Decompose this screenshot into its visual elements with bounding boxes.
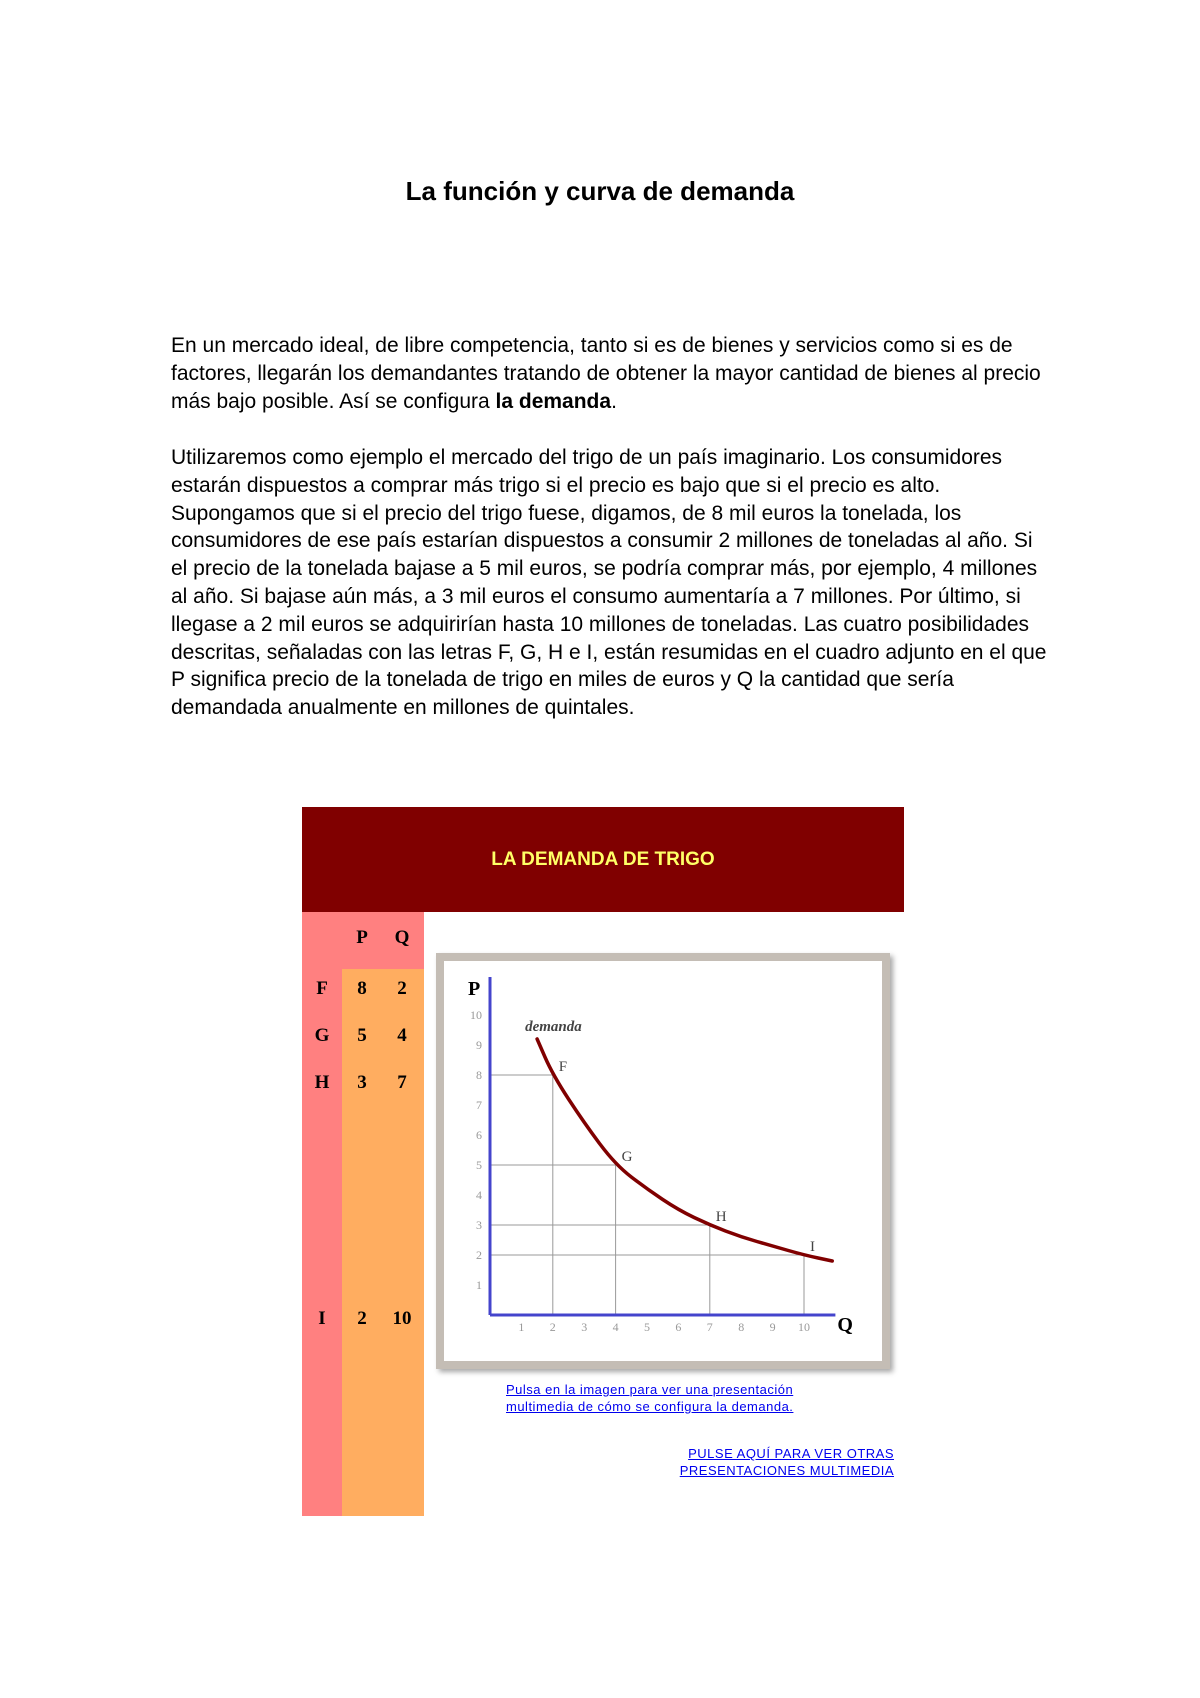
page-title: La función y curva de demanda bbox=[405, 176, 795, 206]
demand-curve bbox=[537, 1039, 832, 1261]
row-p: 3 bbox=[357, 1072, 367, 1093]
series-label: demanda bbox=[525, 1019, 582, 1035]
other-presentations-link[interactable]: PULSE AQUÍ PARA VER OTRAS PRESENTACIONES MULTIMEDIA bbox=[679, 1446, 894, 1478]
row-q: 7 bbox=[397, 1072, 407, 1093]
y-tick-label: 5 bbox=[476, 1158, 482, 1172]
y-tick-label: 9 bbox=[476, 1038, 482, 1052]
x-tick-label: 2 bbox=[549, 1320, 556, 1334]
header-q: Q bbox=[394, 927, 410, 948]
y-tick-label: 7 bbox=[476, 1098, 482, 1112]
y-tick-label: 10 bbox=[470, 1008, 482, 1022]
y-tick-label: 2 bbox=[476, 1248, 482, 1262]
intro-paragraph bbox=[171, 332, 1051, 415]
point-label: I bbox=[810, 1239, 815, 1255]
x-axis-label: Q bbox=[837, 1314, 853, 1336]
header-p: P bbox=[356, 927, 368, 948]
label-column bbox=[302, 912, 342, 1516]
x-tick-label: 7 bbox=[706, 1320, 713, 1334]
row-label: I bbox=[318, 1308, 326, 1329]
y-tick-label: 8 bbox=[476, 1068, 482, 1082]
row-label: H bbox=[314, 1072, 330, 1093]
y-tick-label: 1 bbox=[476, 1278, 482, 1292]
value-column bbox=[342, 969, 424, 1516]
x-tick-label: 8 bbox=[738, 1320, 745, 1334]
row-label: G bbox=[314, 1025, 330, 1046]
row-p: 5 bbox=[357, 1025, 367, 1046]
presentation-link[interactable]: Pulsa en la imagen para ver una presentación multimedia de cómo se configura la demanda. bbox=[506, 1382, 794, 1414]
x-tick-label: 4 bbox=[612, 1320, 619, 1334]
table-header bbox=[302, 807, 904, 912]
demand-table bbox=[302, 807, 904, 1516]
y-tick-label: 3 bbox=[476, 1218, 482, 1232]
x-tick-label: 5 bbox=[644, 1320, 650, 1334]
x-tick-label: 3 bbox=[581, 1320, 588, 1334]
demand-chart-image[interactable] bbox=[436, 953, 890, 1369]
row-label: F bbox=[316, 978, 328, 999]
x-tick-label: 9 bbox=[769, 1320, 776, 1334]
x-tick-label: 1 bbox=[518, 1320, 525, 1334]
point-label: G bbox=[621, 1149, 633, 1165]
x-tick-label: 10 bbox=[798, 1320, 810, 1334]
row-q: 2 bbox=[397, 978, 407, 999]
row-q: 10 bbox=[392, 1308, 412, 1329]
example-paragraph: Utilizaremos como ejemplo el mercado del trigo de un país imaginario. Los consumidores estarán dispuestos a comprar más trigo si el precio es bajo que si el precio es alto. Supongamos que si el precio del trigo fuese, digamos, de 8 mil euros la tonelada, los consumidores de ese país estarían dispuestos a consumir 2 millones de toneladas al año. Si el precio de la tonelada bajase a 5 mil euros, se podría comprar más, por ejemplo, 4 millones al año. Si bajase aún más, a 3 mil euros el consumo aumentaría a 7 millones. Por último, si llegase a 2 mil euros se adquirirían hasta 10 millones de toneladas. Las cuatro posibilidades descritas, señaladas con las letras F, G, H e I, están resumidas en el cuadro adjunto en el que P significa precio de la tonelada de trigo en miles de euros y Q la cantidad que sería demandada anualmente en millones de quintales. bbox=[171, 446, 1047, 720]
y-tick-label: 6 bbox=[476, 1128, 482, 1142]
intro-paragraph-bold: la demanda bbox=[495, 389, 612, 413]
row-q: 4 bbox=[397, 1025, 407, 1046]
y-axis-label: P bbox=[468, 978, 481, 1000]
point-label: H bbox=[715, 1209, 727, 1225]
y-tick-label: 4 bbox=[476, 1188, 482, 1202]
intro-paragraph-end: . bbox=[611, 389, 617, 413]
demand-chart bbox=[444, 961, 882, 1361]
x-tick-label: 6 bbox=[675, 1320, 682, 1334]
row-p: 2 bbox=[357, 1308, 367, 1329]
intro-paragraph-text: En un mercado ideal, de libre competencia, tanto si es de bienes y servicios como si es de factores, llegarán los demandantes tratando de obtener la mayor cantidad de bienes al precio más bajo posible. Así se configura bbox=[171, 334, 1041, 413]
chart-area bbox=[444, 961, 882, 1361]
row-p: 8 bbox=[357, 978, 367, 999]
point-label: F bbox=[558, 1059, 568, 1075]
table-title: LA DEMANDA DE TRIGO bbox=[491, 848, 715, 870]
